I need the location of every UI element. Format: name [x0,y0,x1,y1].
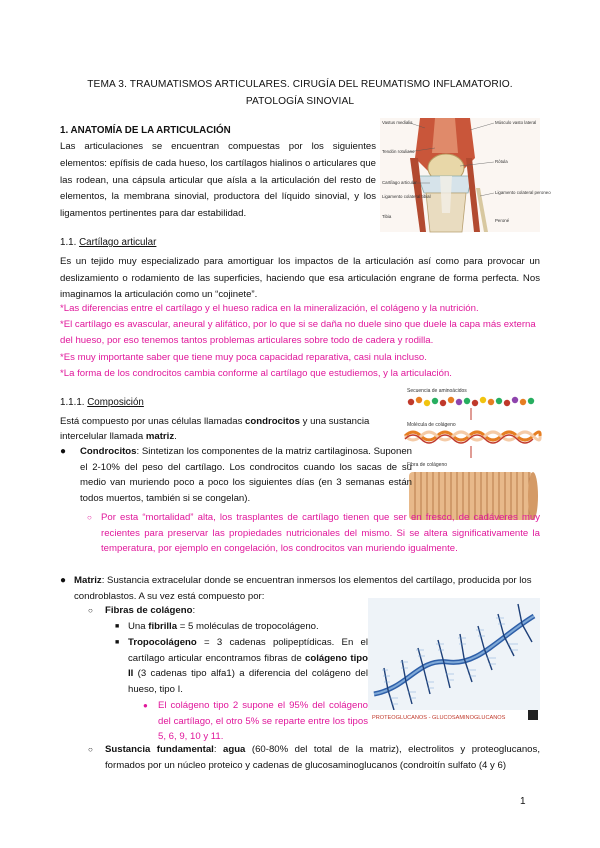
tropocolageno-text-d: (3 cadenas tipo alfa1) a diferencia del colágeno del hueso, tipo I. [128,668,368,695]
knee-label-6: Ligamento colateral peroneo [495,190,551,195]
fibras-label: Fibras de colágeno [105,605,193,616]
knee-label-8: Peroné [495,218,510,223]
circle-bullet-icon: ○ [87,513,92,522]
bullet-dot-icon: ● [143,701,148,710]
pink-note-3: *La forma de los condrocitos cambia conforme al cartílago que estudiemos, y la articulación. [60,367,452,379]
composition-condrocitos: condrocitos [245,416,300,427]
section-1-1-1-number: 1.1.1. [60,397,88,408]
title-line-1: TEMA 3. TRAUMATISMOS ARTICULARES. CIRUGÍA DEL REUMATISMO INFLAMATORIO. [87,79,513,90]
bullet-dot-icon: ● [60,446,67,457]
collagen-figure [405,386,540,526]
fig2-caption: PROTEOGLUCANOS - GLUCOSAMINOGLUCANOS [372,715,506,721]
knee-label-5: Rótula [495,159,508,164]
sustancia-label: Sustancia fundamental [105,744,214,755]
circle-bullet-icon: ○ [88,745,93,754]
fibras-colon: : [192,605,196,616]
knee-label-7: Tibia [382,214,392,219]
title-line-2: PATOLOGÍA SINOVIAL [245,96,355,107]
cartilage-paragraph: Es un tejido muy especializado para amortiguar los impactos de la articulación así como para provocar un deslizamiento o rodamiento de las superficies, haciendo que esa articulación engrane de forma perfecta. Nos imaginamos la articulación como un “cojinete”. [60,256,540,301]
matriz-label: Matriz [74,575,102,586]
composition-paragraph [60,414,400,444]
section-1-1-1-title: Composición [87,397,144,408]
knee-anatomy-image [380,118,551,232]
knee-label-4: Músculo vasto lateral [495,120,537,125]
fig1-label-1: Molécula de colágeno [407,422,456,428]
sustancia-colon: : [213,744,223,755]
section-heading-1-1 [60,236,156,250]
page-number: 1 [520,796,526,807]
fibrilla-text-c: = 5 moléculas de tropocolágeno. [177,621,319,632]
composition-text-c: y una sustancia intercelular llamada [60,416,370,442]
matriz-text: : Sustancia extracelular donde se encuentran inmersos los elementos del cartílago, producida por los condroblastos. A su vez está compuesto por: [74,575,532,602]
fig1-label-0: Secuencia de aminoácidos [407,388,467,394]
sustancia-text: (60-80% del total de la matriz), electrolitos y proteoglucanos, formados por un núcleo proteico y cadenas de glucosaminoglucanos (condroitín sulfato (4 y 6) [105,744,540,771]
circle-bullet-icon: ○ [88,606,93,615]
pink-note-1: *El cartílago es avascular, aneural y alifático, por lo que si se daña no duele sino que duele la capa más externa del hueso, por eso tenemos tantos problemas articulares sobre todo de cadera y rodilla. [60,319,536,347]
fibrilla-text-a: Una [128,621,149,632]
fig1-label-2: Fibra de colágeno [407,462,448,468]
composition-text-a: Está compuesto por unas células llamadas [60,416,246,427]
section-1-1-number: 1.1. [60,237,80,248]
condro-note: Por esta “mortalidad” alta, los trasplantes de cartílago tienen que ser en fresco, de cadáveres muy recientes para preservar las propiedades nutricionales del mismo. Si se altera significativamente la temperatura, por ejemplo en congelación, los condrocitos van muriendo igualmente. [101,512,540,555]
knee-label-2: Cartílago articular [382,180,417,185]
fibrilla-label: fibrilla [148,621,178,632]
condrocitos-label: Condrocitos [80,446,137,457]
square-bullet-icon: ■ [115,639,120,646]
collagen-molecule [405,432,540,443]
section-heading-1-1-1 [60,396,144,410]
tropocolageno-label: Tropocolágeno [128,637,197,648]
pink-note-0: *Las diferencias entre el cartílago y el hueso radica en la mineralización, el colágeno y la nutrición. [60,303,479,314]
composition-matriz: matriz [145,431,175,442]
colageno-tipo-ii: colágeno tipo II [128,652,368,680]
intro-paragraph: Las articulaciones se encuentran compuestas por los siguientes elementos: epífisis de cada hueso, los cartílagos hialinos o articulares que las rodean, una cápsula articular que aísla a la articulación del resto de elementos, la membrana sinovial, productora del líquido sinovial, y los ligamentos pertinentes para dar estabilidad. [60,141,376,220]
condrocitos-text: : Sintetizan los componentes de la matriz cartilaginosa. Suponen el 2-10% del peso del cartílago. Los condrocitos cuando los sacas de su medio van muriendo poco a poco los siguientes días (en 3 semanas están todos muertos, también si se congelan). [80,446,412,504]
composition-text-e: . [174,431,177,442]
document-title [60,76,540,110]
knee-label-1: Tendón rotuliano [382,149,415,154]
section-1-1-title: Cartílago articular [79,237,157,248]
amino-acid-sequence [408,397,534,406]
pink-note-2: *Es muy importante saber que tiene muy poca capacidad reparativa, casi nula incluso. [60,351,427,363]
section-heading-1: 1. ANATOMÍA DE LA ARTICULACIÓN [60,125,231,136]
tropocolageno-text-b: = 3 cadenas polipeptídicas. En el cartílago articular encontramos fibras de [128,637,368,664]
colageno-note: El colágeno tipo 2 supone el 95% del colágeno del cartílago, el otro 5% se reparte entre los tipos 5, 6, 9, 10 y 11. [158,700,368,743]
square-bullet-icon: ■ [115,623,120,630]
sustancia-agua: agua [223,744,246,755]
pink-notes [60,301,540,382]
knee-label-0: Vastus medialis [382,120,413,125]
proteoglycan-figure [368,598,540,722]
bullet-dot-icon: ● [60,575,67,586]
knee-label-3: Ligamento colateral tibial [382,194,431,199]
